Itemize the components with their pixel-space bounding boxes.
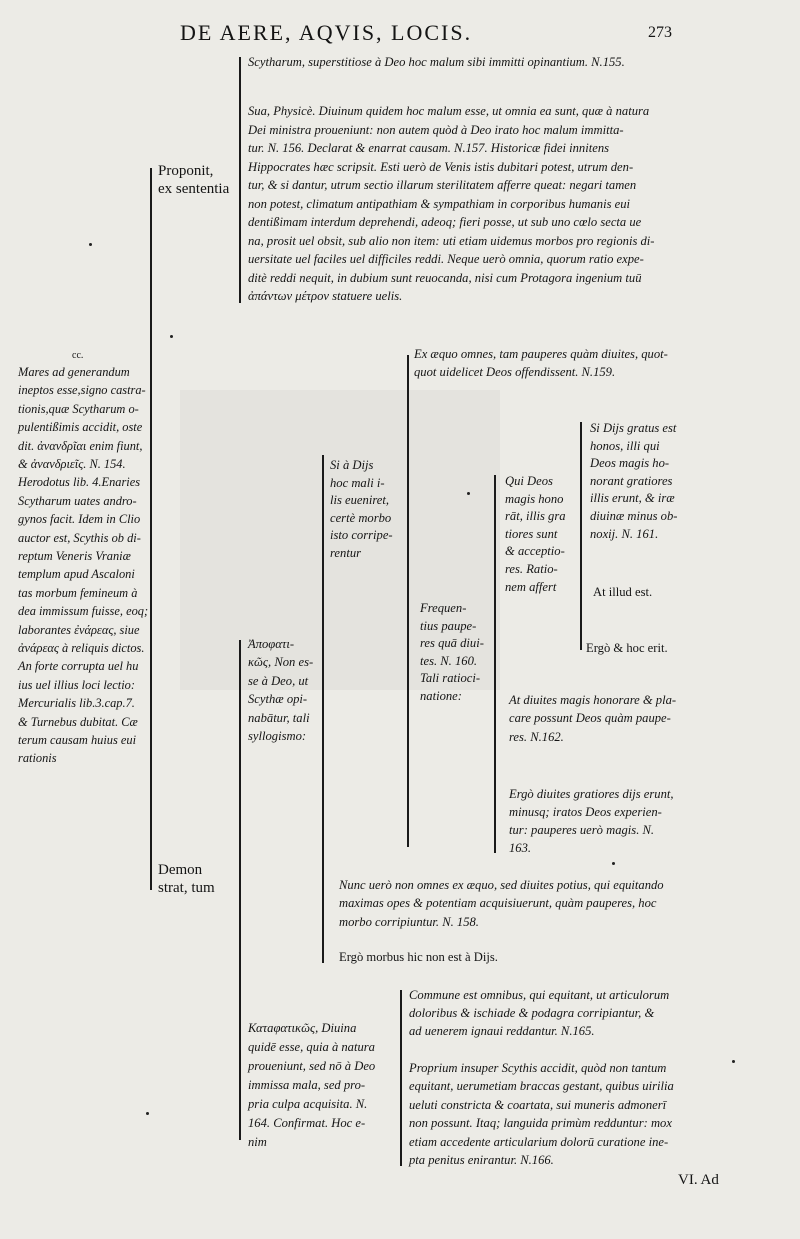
proponit-label-line: ex sententia	[158, 181, 230, 197]
sidenote-line: templum apud Ascaloni	[18, 567, 135, 582]
si-a-dijs-line: certè morbo	[330, 510, 392, 525]
kataphatikos-line: pria culpa acquisita. N.	[248, 1097, 368, 1111]
si-a-dijs-line: isto corripe-	[330, 528, 393, 543]
commune-line: ad uenerem ignaui reddantur. N.165.	[409, 1024, 595, 1038]
sidenote-line: gynos facit. Idem in Clio	[18, 512, 141, 527]
sidenote-line: reptum Veneris Vraniæ	[18, 549, 131, 563]
brace-proponit	[239, 57, 241, 303]
si-dijs-gratus-line: noxij. N. 161.	[590, 526, 659, 541]
nunc-line: Nunc uerò non omnes ex æquo, sed diuites potius, qui equitando	[339, 878, 664, 892]
proprium-line: ueluti constricta & coartata, sui muneris admonerī	[409, 1097, 667, 1112]
sua-text-line: uersitate uel faciles uel difficiles reddi. Neque uerò omnia, quorum ratio expe-	[248, 252, 644, 266]
qui-deos-line: Qui Deos	[505, 474, 553, 488]
proprium-line: Proprium insuper Scythis accidit, quòd non tantum	[409, 1061, 667, 1075]
ergo-diuites-line: Ergò diuites gratiores dijs erunt,	[509, 787, 674, 801]
ink-speck	[612, 862, 615, 865]
demonstrat-label-line: strat, tum	[158, 880, 215, 896]
nunc-line: maximas opes & potentiam acquisiuerunt, quàm pauperes, hoc	[339, 896, 657, 911]
qui-deos-line: tiores sunt	[505, 526, 558, 541]
si-a-dijs-line: lis eueniret,	[330, 493, 389, 508]
frequentius-line: res quā diui-	[420, 636, 484, 651]
sidenote-line: Herodotus lib. 4.Enaries	[18, 475, 141, 490]
kataphatikos-line: Κατaφατικῶς, Diuina	[248, 1021, 357, 1035]
si-a-dijs-line: Si à Dijs	[330, 458, 374, 472]
ergo-hoc-text: Ergò & hoc erit.	[586, 641, 668, 655]
sua-text-line: dentißimam interdum deprehendi, adeoq; fieri posse, ut sub uno cœlo secta ue	[248, 215, 642, 229]
kataphatikos-line: proueniunt, sed nō à Deo	[248, 1059, 376, 1073]
sidenote-line: Scytharum uates andro-	[18, 493, 137, 508]
frequentius-line: natione:	[420, 689, 462, 703]
sidenote-line: ἀνάρεας à reliquis dictos.	[18, 641, 145, 655]
apophatikos-line: nabātur, tali	[248, 710, 310, 725]
sidenote-line: tas morbum femineum à	[18, 585, 138, 600]
at-illud-text: At illud est.	[593, 585, 653, 599]
ergo-diuites-line: tur: pauperes uerò magis. N.	[509, 823, 655, 837]
sidenote-mark: cc.	[72, 350, 84, 361]
ink-speck	[146, 1112, 149, 1115]
si-dijs-gratus-line: Deos magis ho-	[590, 456, 670, 471]
nunc-line: morbo corripiuntur. N. 158.	[339, 914, 479, 929]
apophatikos-line: syllogismo:	[248, 729, 307, 743]
ergo-diuites-line: 163.	[509, 841, 532, 855]
commune-line: doloribus & ischiade & podagra corripiantur, &	[409, 1006, 655, 1020]
sidenote-line: Mares ad generandum	[18, 365, 130, 379]
qui-deos-line: rāt, illis gra	[505, 509, 566, 524]
sua-text-line: ἀπάντων μέτρον statuere uelis.	[248, 289, 403, 303]
kataphatikos-line: immissa mala, sed pro-	[248, 1078, 366, 1092]
ink-speck	[89, 243, 92, 246]
kataphatikos-line: nim	[248, 1135, 267, 1149]
si-dijs-gratus-line: norant gratiores	[590, 473, 673, 488]
running-title: DE AERE, AQVIS, LOCIS.	[180, 20, 473, 45]
at-diuites-line: care possunt Deos quàm paupe-	[509, 711, 671, 726]
apophatikos-line: κῶς, Non es-	[248, 655, 314, 670]
sidenote-line: An forte corrupta uel hu	[18, 659, 139, 674]
apophatikos-line: se à Deo, ut	[248, 673, 309, 688]
qui-deos-line: & acceptio-	[505, 544, 565, 559]
frequentius-line: Frequen-	[420, 601, 467, 615]
si-dijs-gratus-line: illis erunt, & iræ	[590, 491, 675, 506]
brace-kataphatikos	[400, 990, 402, 1166]
proponit-label-line: Proponit,	[158, 163, 214, 179]
ink-speck	[467, 492, 470, 495]
ergo-morbus-text: Ergò morbus hic non est à Dijs.	[339, 950, 498, 964]
ex-aequo-line: quot uidelicet Deos offendissent. N.159.	[414, 365, 616, 380]
sua-text-line: Sua, Physicè. Diuinum quidem hoc malum esse, ut omnia ea sunt, quæ à natura	[248, 104, 650, 118]
kataphatikos-line: 164. Confirmat. Hoc e-	[248, 1116, 366, 1130]
ergo-diuites-line: minusq; iratos Deos experien-	[509, 805, 662, 819]
demonstrat-label-line: Demon	[158, 862, 203, 878]
proprium-line: equitant, uerumetiam braccas gestant, quibus uirilia	[409, 1079, 674, 1094]
sidenote-line: dea immissum fuisse, eoq;	[18, 604, 149, 619]
proprium-line: pta penitus enirantur. N.166.	[409, 1153, 554, 1167]
at-diuites-line: res. N.162.	[509, 729, 564, 744]
sidenote-line: auctor est, Scythis ob di-	[18, 530, 141, 545]
sua-text-line: ditè reddi nequit, in dubium sunt reuocanda, nisi cum Protagora ingenium tuū	[248, 270, 642, 285]
sidenote-line: dit. ἀνανδρῖαι enim fiunt,	[18, 438, 143, 453]
sidenote-line: ineptos esse,signo castra-	[18, 383, 146, 398]
si-a-dijs-line: rentur	[330, 546, 362, 560]
qui-deos-line: nem affert	[505, 579, 557, 594]
ex-aequo-line: Ex æquo omnes, tam pauperes quàm diuites, quot-	[414, 347, 668, 361]
ink-speck	[732, 1060, 735, 1063]
si-a-dijs-line: hoc mali i-	[330, 475, 385, 490]
proprium-line: etiam accedente articularium dolorū curatione ine-	[409, 1134, 669, 1149]
page-number: 273	[648, 24, 672, 41]
brace-demonstrat	[239, 640, 241, 1140]
ink-speck	[170, 335, 173, 338]
sidenote-line: pulentißimis accidit, oste	[18, 420, 143, 435]
si-dijs-gratus-line: diuinæ minus ob-	[590, 509, 678, 523]
brace-main	[150, 168, 152, 890]
sua-text-line: non potest, climatum antipathiam & sympathiam in corporibus humanis eui	[248, 196, 631, 211]
kataphatikos-line: quidē esse, quia à natura	[248, 1040, 375, 1054]
sua-text-line: tur. N. 156. Declarat & enarrat causam. N.157. Historicæ fidei innitens	[248, 141, 610, 155]
sua-text-line: na, prosit uel obsit, sub alio non item: uti etiam uidemus morbos pro regionis di-	[248, 233, 655, 248]
sua-text-line: tur, & si dantur, utrum sectio illarum sterilitatem afferre queat: negari tamen	[248, 178, 637, 192]
brace-qui-deos	[580, 422, 582, 650]
sidenote-line: rationis	[18, 751, 57, 766]
frequentius-line: Tali ratioci-	[420, 671, 481, 686]
si-dijs-gratus-line: Si Dijs gratus est	[590, 421, 677, 435]
sidenote-line: ius uel illius loci lectio:	[18, 677, 136, 692]
sua-text-line: Hippocrates hæc scripsit. Esti uerò de Venis istis dubitari potest, utrum den-	[248, 159, 634, 174]
qui-deos-line: res. Ratio-	[505, 562, 558, 576]
sidenote-line: & Turnebus dubitat. Cæ	[18, 714, 138, 729]
si-dijs-gratus-line: honos, illi qui	[590, 438, 660, 453]
sidenote-line: Mercurialis lib.3.cap.7.	[18, 696, 135, 711]
sua-text-line: Dei ministra proueniunt: non autem quòd à Deo irato hoc malum immitta-	[248, 122, 624, 137]
catchword: VI. Ad	[678, 1172, 719, 1188]
sidenote-line: laborantes ἐνάρεας, siue	[18, 622, 140, 637]
brace-si-a-dijs	[407, 355, 409, 847]
apophatikos-line: Ἀποφατι-	[248, 637, 295, 651]
commune-line: Commune est omnibus, qui equitant, ut articulorum	[409, 988, 670, 1002]
scytharum-text: Scytharum, superstitiose à Deo hoc malum sibi immitti opinantium. N.155.	[248, 55, 625, 69]
sidenote-line: tionis,quæ Scytharum o-	[18, 401, 139, 416]
apophatikos-line: Scythæ opi-	[248, 692, 308, 707]
sidenote-line: terum causam huius eui	[18, 733, 137, 747]
sidenote-line: & ἀνανδριεῖς. N. 154.	[18, 457, 126, 471]
qui-deos-line: magis hono	[505, 491, 564, 506]
frequentius-line: tes. N. 160.	[420, 653, 478, 668]
frequentius-line: tius paupe-	[420, 618, 477, 633]
at-diuites-line: At diuites magis honorare & pla-	[509, 693, 677, 707]
brace-syllogism	[322, 455, 324, 963]
proprium-line: non possunt. Itaq; languida primùm redduntur: mox	[409, 1116, 672, 1131]
brace-frequentius	[494, 475, 496, 853]
